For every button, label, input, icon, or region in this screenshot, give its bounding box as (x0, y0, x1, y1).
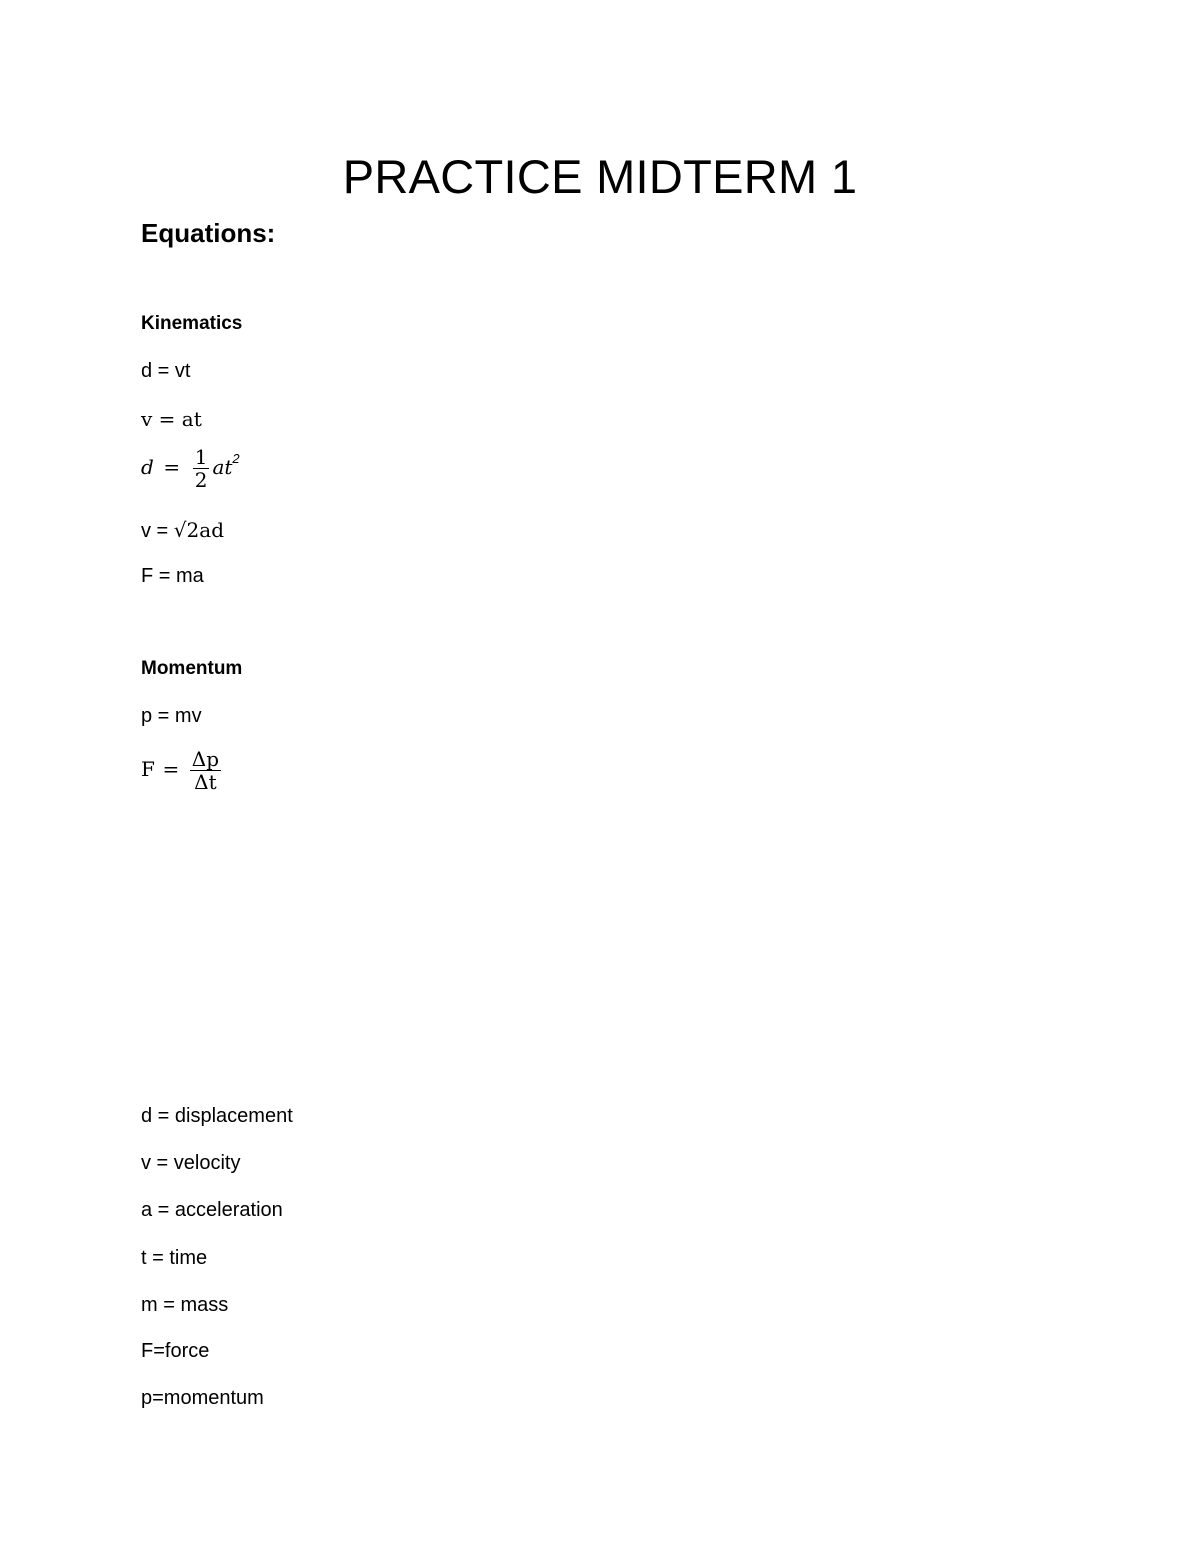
eq3-numerator: 1 (194, 445, 208, 470)
eq3-denominator: 2 (194, 468, 208, 493)
eq6-numerator: Δp (191, 747, 220, 771)
equation-f-delta-p-over-delta-t (141, 748, 224, 793)
definition-item: m = mass (141, 1294, 229, 1316)
sqrt-icon: √ (173, 518, 187, 542)
eq3-term: at (212, 455, 233, 479)
eq6-lhs: F (141, 756, 155, 781)
definition-item: v = velocity (141, 1152, 241, 1174)
eq6-denominator: Δt (194, 770, 217, 794)
momentum-heading: Momentum (141, 658, 243, 679)
eq3-exponent: 2 (232, 451, 240, 466)
definition-item: a = acceleration (141, 1199, 283, 1221)
definition-item: d = displacement (141, 1105, 293, 1127)
eq6-fraction (190, 748, 221, 793)
equations-heading: Equations: (141, 218, 276, 248)
eq4-lhs: v = (141, 520, 174, 542)
eq3-fraction (193, 446, 210, 491)
definition-item: t = time (141, 1247, 208, 1269)
kinematics-heading: Kinematics (141, 313, 243, 334)
equation-d-vt: d = vt (141, 360, 191, 382)
page-title: PRACTICE MIDTERM 1 (342, 150, 858, 203)
eq4-radicand: 2ad (186, 518, 224, 542)
eq3-lhs: d (141, 455, 154, 479)
equation-f-ma: F = ma (141, 565, 204, 587)
eq6-equals: = (162, 756, 180, 781)
definition-item: F=force (141, 1340, 210, 1362)
equation-d-half-at-squared (141, 446, 240, 491)
equation-v-at: v = at (141, 407, 202, 431)
equation-v-sqrt-2ad (141, 517, 224, 544)
eq3-equals: = (163, 455, 181, 479)
definition-item: p=momentum (141, 1387, 264, 1409)
equation-p-mv: p = mv (141, 705, 202, 727)
